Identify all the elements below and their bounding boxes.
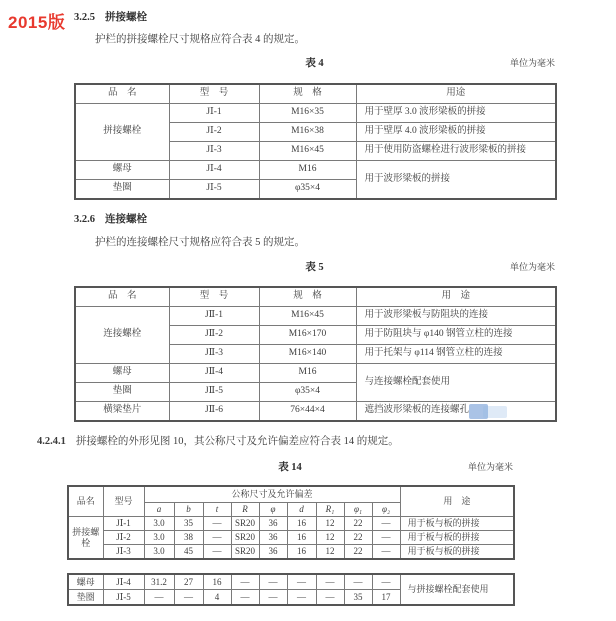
table-cell: 16 — [287, 531, 316, 545]
table-cell: 36 — [259, 517, 287, 531]
table-cell: — — [316, 574, 344, 590]
table-cell: — — [372, 545, 400, 560]
table-cell: 螺母 — [68, 574, 103, 590]
clause-title: 连接螺栓 — [105, 214, 147, 225]
table-row — [68, 531, 514, 545]
table-cell: JⅠ-3 — [103, 545, 144, 560]
table-cell: 螺母 — [75, 161, 169, 180]
column-header: 型 号 — [169, 287, 259, 307]
table-cell: — — [372, 531, 400, 545]
unit-note: 单位为毫米 — [509, 58, 555, 68]
table-cell: 连接螺栓 — [75, 307, 169, 364]
table5-caption-row — [74, 259, 555, 273]
column-header-group: 公称尺寸及允许偏差 — [144, 486, 400, 503]
table-cell: 拼接螺栓 — [68, 517, 103, 560]
table-cell: 12 — [316, 517, 344, 531]
table-row — [75, 161, 556, 180]
column-header: 规 格 — [259, 84, 356, 104]
table-cell: JⅠ-5 — [103, 590, 144, 606]
table4 — [74, 83, 557, 200]
column-header: 用途 — [356, 84, 556, 104]
table4-caption-row — [74, 55, 555, 69]
table-cell: 横梁垫片 — [75, 402, 169, 422]
table-cell: 螺母 — [75, 364, 169, 383]
table-cell: 22 — [344, 531, 372, 545]
clause-number: 4.2.4.1 — [37, 436, 66, 447]
table-cell: JⅠ-4 — [169, 161, 259, 180]
table-cell: — — [316, 590, 344, 606]
table-row — [68, 545, 514, 560]
table-cell: 用于使用防盗螺栓进行波形梁板的拼接 — [356, 142, 556, 161]
clause-heading-3-2-6 — [74, 211, 147, 226]
clause-4-2-4-1 — [37, 433, 399, 448]
table-cell: 遮挡波形梁板的连接螺孔 — [356, 402, 556, 422]
table-cell: M16 — [259, 364, 356, 383]
table-cell: 16 — [203, 574, 231, 590]
table-cell: M16×170 — [259, 326, 356, 345]
column-header: 品名 — [68, 486, 103, 517]
table-cell: 38 — [174, 531, 203, 545]
table-row — [75, 364, 556, 383]
table14-caption-row — [67, 459, 513, 473]
table-cell: 用于板与板的拼接 — [400, 517, 514, 531]
version-label: 2015版 — [8, 13, 66, 32]
paragraph-3-2-6: 护栏的连接螺栓尺寸规格应符合表 5 的规定。 — [95, 237, 305, 248]
table-cell: — — [203, 545, 231, 560]
table-cell: JⅠ-2 — [103, 531, 144, 545]
table-cell: JⅡ-3 — [169, 345, 259, 364]
table-cell: 35 — [174, 517, 203, 531]
table-cell: 36 — [259, 545, 287, 560]
table-cell: SR20 — [231, 531, 259, 545]
table-cell: 31.2 — [144, 574, 174, 590]
column-header: φ₁ — [344, 503, 372, 517]
table-cell: φ35×4 — [259, 383, 356, 402]
table-cell: — — [259, 590, 287, 606]
table-cell: JⅡ-4 — [169, 364, 259, 383]
table-cell: 垫圈 — [75, 383, 169, 402]
table-cell: SR20 — [231, 517, 259, 531]
table-cell: M16×45 — [259, 142, 356, 161]
column-header: b — [174, 503, 203, 517]
table-cell: JⅡ-5 — [169, 383, 259, 402]
table-cell: 22 — [344, 545, 372, 560]
column-header: d — [287, 503, 316, 517]
table-cell: 4 — [203, 590, 231, 606]
table-cell: 35 — [344, 590, 372, 606]
column-header: 用 途 — [400, 486, 514, 517]
table-cell: 3.0 — [144, 531, 174, 545]
column-header: t — [203, 503, 231, 517]
column-header: 规 格 — [259, 287, 356, 307]
table4-caption: 表 4 — [305, 58, 324, 69]
table-cell: — — [372, 517, 400, 531]
clause-number: 3.2.5 — [74, 12, 95, 23]
table-cell: — — [372, 574, 400, 590]
column-header: 型 号 — [169, 84, 259, 104]
table14-lower — [67, 573, 515, 606]
table-cell: 用于板与板的拼接 — [400, 545, 514, 560]
clause-title: 拼接螺栓 — [105, 12, 147, 23]
table-cell: — — [344, 574, 372, 590]
table-cell: 45 — [174, 545, 203, 560]
column-header: 用 途 — [356, 287, 556, 307]
table-row — [68, 486, 514, 503]
table-cell: — — [203, 531, 231, 545]
table-cell: — — [231, 574, 259, 590]
table-cell: M16×45 — [259, 307, 356, 326]
table-cell: JⅠ-1 — [103, 517, 144, 531]
table-cell: — — [287, 574, 316, 590]
clause-number: 3.2.6 — [74, 214, 95, 225]
table-cell: — — [259, 574, 287, 590]
table14-upper — [67, 485, 515, 560]
paragraph-3-2-5: 护栏的拼接螺栓尺寸规格应符合表 4 的规定。 — [95, 34, 305, 45]
table-cell: JⅡ-2 — [169, 326, 259, 345]
watermark-badge — [483, 406, 507, 418]
table-cell: 27 — [174, 574, 203, 590]
column-header: φ — [259, 503, 287, 517]
column-header: 型号 — [103, 486, 144, 517]
clause-text: 拼接螺栓的外形见图 10，其公称尺寸及允许偏差应符合表 14 的规定。 — [75, 436, 399, 447]
column-header: a — [144, 503, 174, 517]
table5 — [74, 286, 557, 422]
table-cell: 与连接螺栓配套使用 — [356, 364, 556, 402]
table-cell: JⅠ-4 — [103, 574, 144, 590]
table-cell: 3.0 — [144, 545, 174, 560]
table-cell: JⅠ-2 — [169, 123, 259, 142]
table-cell: 16 — [287, 517, 316, 531]
table-cell: 用于波形梁板与防阻块的连接 — [356, 307, 556, 326]
table-cell: JⅡ-1 — [169, 307, 259, 326]
table-cell: 用于波形梁板的拼接 — [356, 161, 556, 200]
table-row — [75, 84, 556, 104]
table-cell: M16×35 — [259, 104, 356, 123]
table-cell: — — [174, 590, 203, 606]
table-cell: 3.0 — [144, 517, 174, 531]
table-row — [75, 287, 556, 307]
table-cell: 与拼接螺栓配套使用 — [400, 574, 514, 605]
unit-note: 单位为毫米 — [509, 262, 555, 272]
table-cell: 用于壁厚 4.0 波形梁板的拼接 — [356, 123, 556, 142]
column-header: R₁ — [316, 503, 344, 517]
table-cell: 17 — [372, 590, 400, 606]
table-cell: 拼接螺栓 — [75, 104, 169, 161]
table-cell: 12 — [316, 545, 344, 560]
table5-caption: 表 5 — [305, 262, 324, 273]
table-cell: 76×44×4 — [259, 402, 356, 422]
table-cell: M16×140 — [259, 345, 356, 364]
table-cell: φ35×4 — [259, 180, 356, 200]
table-cell: 垫圈 — [68, 590, 103, 606]
table-cell: 垫圈 — [75, 180, 169, 200]
table-cell: M16 — [259, 161, 356, 180]
table-cell: — — [287, 590, 316, 606]
table-cell: JⅠ-3 — [169, 142, 259, 161]
column-header: 品 名 — [75, 84, 169, 104]
table-cell: 16 — [287, 545, 316, 560]
table-cell: — — [144, 590, 174, 606]
table-row — [68, 574, 514, 590]
table-cell: JⅡ-6 — [169, 402, 259, 422]
table-cell: 12 — [316, 531, 344, 545]
table-cell: 用于板与板的拼接 — [400, 531, 514, 545]
column-header: 品 名 — [75, 287, 169, 307]
table-cell: 22 — [344, 517, 372, 531]
column-header: R — [231, 503, 259, 517]
table-cell: — — [231, 590, 259, 606]
column-header: φ₂ — [372, 503, 400, 517]
table-cell: 用于托架与 φ114 钢管立柱的连接 — [356, 345, 556, 364]
clause-heading-3-2-5 — [74, 9, 147, 24]
unit-note: 单位为毫米 — [467, 462, 513, 472]
table14-caption: 表 14 — [278, 462, 302, 473]
table-cell: 用于壁厚 3.0 波形梁板的拼接 — [356, 104, 556, 123]
table-cell: M16×38 — [259, 123, 356, 142]
table-cell: JⅠ-5 — [169, 180, 259, 200]
table-cell: JⅠ-1 — [169, 104, 259, 123]
table-cell: — — [203, 517, 231, 531]
table-row — [75, 307, 556, 326]
table-row — [68, 517, 514, 531]
table-cell: 36 — [259, 531, 287, 545]
table-cell: 用于防阻块与 φ140 钢管立柱的连接 — [356, 326, 556, 345]
table-row — [75, 104, 556, 123]
table-cell: SR20 — [231, 545, 259, 560]
